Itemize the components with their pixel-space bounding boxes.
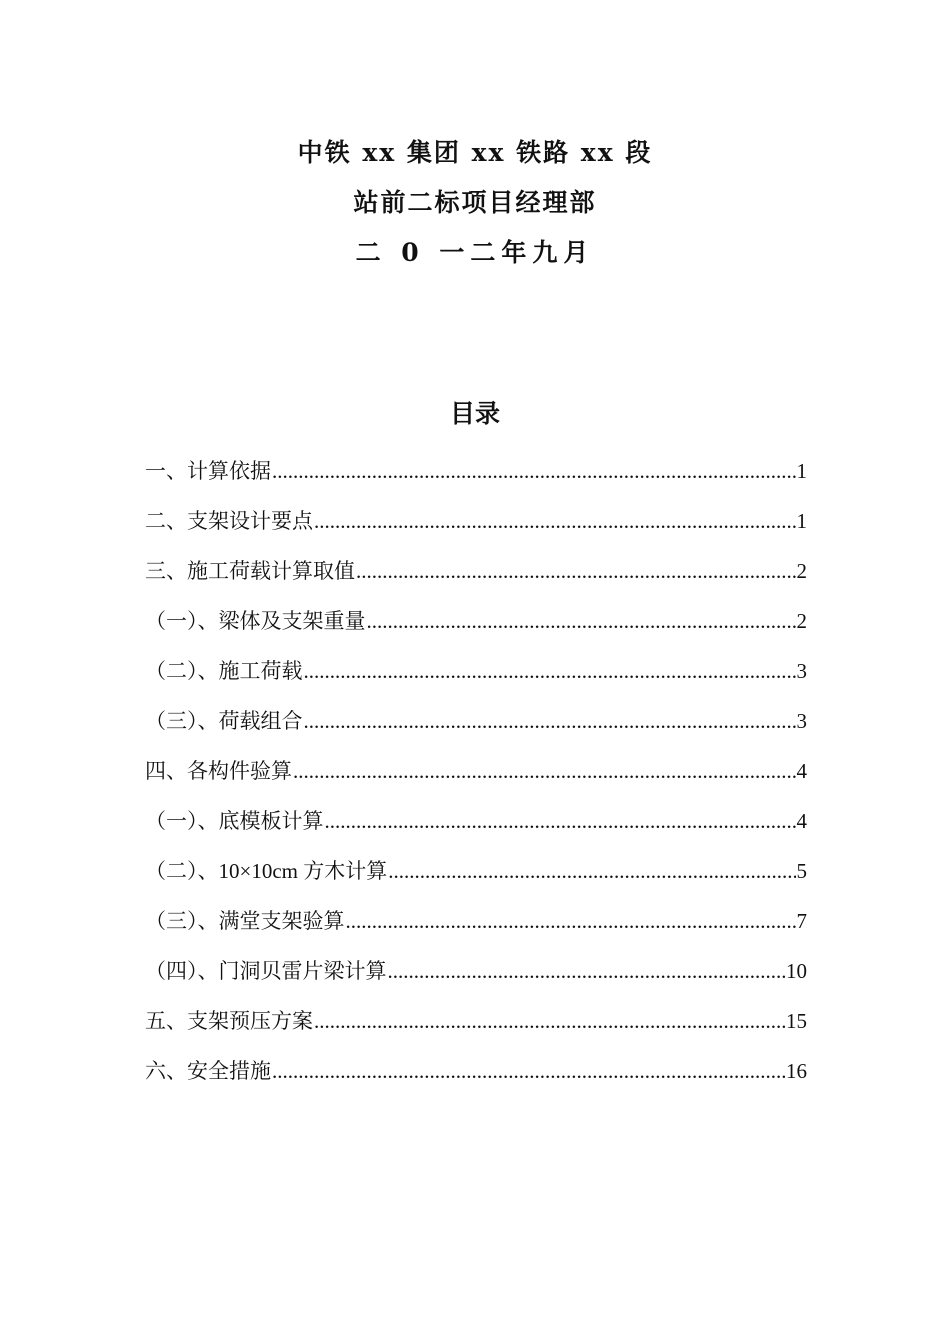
- toc-entry-page: 3: [796, 659, 807, 683]
- toc-leader-dots: [272, 446, 796, 496]
- toc-leader-dots: [367, 596, 796, 646]
- toc-entry-label: 四、各构件验算: [145, 759, 292, 783]
- toc-entry-label: 五、支架预压方案: [145, 1009, 313, 1033]
- toc-entry-page: 16: [786, 1059, 807, 1083]
- toc-title: 目录: [449, 399, 500, 428]
- toc-leader-dots: [314, 496, 796, 546]
- toc-entry-page: 4: [796, 759, 807, 783]
- toc-entry-label: （二）、施工荷载: [145, 659, 303, 683]
- toc-entry[interactable]: [145, 746, 807, 796]
- toc-entry-label: （三）、满堂支架验算: [145, 909, 345, 933]
- toc-leader-dots: [272, 1046, 785, 1096]
- toc-entry[interactable]: [145, 546, 807, 596]
- toc-leader-dots: [346, 896, 796, 946]
- toc-leader-dots: [325, 796, 796, 846]
- toc-entry-page: 5: [796, 859, 807, 883]
- toc-entry-page: 7: [796, 909, 807, 933]
- toc-entry-label: （一）、梁体及支架重量: [145, 609, 366, 633]
- toc-entry[interactable]: [145, 896, 807, 946]
- toc-leader-dots: [304, 646, 796, 696]
- toc-entry-label: 二、支架设计要点: [145, 509, 313, 533]
- toc-leader-dots: [388, 846, 795, 896]
- toc-entry[interactable]: [145, 696, 807, 746]
- toc-entry[interactable]: [145, 796, 807, 846]
- toc-entry-page: 10: [786, 959, 807, 983]
- toc-entry-label: （四）、门洞贝雷片梁计算: [145, 959, 387, 983]
- toc-entry[interactable]: [145, 946, 807, 996]
- department-name: 站前二标项目经理部: [353, 188, 597, 217]
- toc-entry-label: （三）、荷载组合: [145, 709, 303, 733]
- company-name: 中铁 xx 集团 xx 铁路 xx 段: [297, 138, 653, 167]
- toc-leader-dots: [388, 946, 786, 996]
- toc-leader-dots: [293, 746, 796, 796]
- toc-leader-dots: [314, 996, 785, 1046]
- toc-entry[interactable]: [145, 646, 807, 696]
- toc-entry[interactable]: [145, 446, 807, 496]
- toc-entry-label: 六、安全措施: [145, 1059, 271, 1083]
- toc-leader-dots: [304, 696, 796, 746]
- document-date: 二 0 一二年九月: [355, 238, 595, 267]
- toc-entry-page: 2: [796, 559, 807, 583]
- toc-entry-label: 一、计算依据: [145, 459, 271, 483]
- table-of-contents: [145, 446, 807, 1096]
- toc-entry-page: 3: [796, 709, 807, 733]
- toc-entry[interactable]: [145, 996, 807, 1046]
- toc-entry[interactable]: [145, 596, 807, 646]
- toc-entry[interactable]: [145, 846, 807, 896]
- toc-entry-page: 4: [796, 809, 807, 833]
- toc-entry[interactable]: [145, 496, 807, 546]
- toc-entry-page: 1: [796, 509, 807, 533]
- cover-header: [0, 128, 950, 278]
- toc-entry-page: 1: [796, 459, 807, 483]
- toc-entry-page: 15: [786, 1009, 807, 1033]
- toc-leader-dots: [356, 546, 796, 596]
- toc-entry-label: （二）、10×10cm 方木计算: [145, 859, 388, 883]
- toc-entry[interactable]: [145, 1046, 807, 1096]
- toc-entry-page: 2: [796, 609, 807, 633]
- toc-entry-label: 三、施工荷载计算取值: [145, 559, 355, 583]
- toc-entry-label: （一）、底模板计算: [145, 809, 324, 833]
